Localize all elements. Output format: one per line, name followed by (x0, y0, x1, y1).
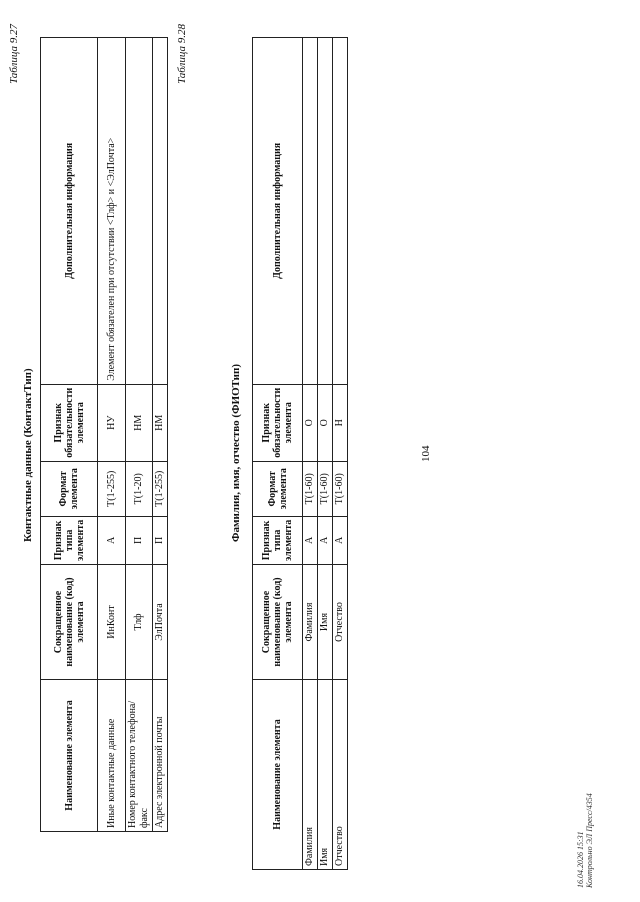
cell-info (153, 38, 168, 385)
table-row (303, 38, 318, 870)
table-928-label: Таблица 9.28 (176, 24, 188, 84)
cell-type: А (98, 516, 126, 564)
header-type: Признак типа элемента (41, 516, 98, 564)
cell-info (126, 38, 153, 385)
page-number: 104 (420, 445, 432, 462)
table-row (333, 38, 348, 870)
table-928 (252, 37, 348, 870)
cell-format: T(1-255) (153, 461, 168, 516)
cell-format: T(1-20) (126, 461, 153, 516)
cell-code: ИнКонт (98, 565, 126, 680)
table-927-label: Таблица 9.27 (8, 24, 20, 84)
cell-name: Отчество (333, 680, 348, 870)
cell-info (333, 38, 348, 385)
cell-code: Фамилия (303, 565, 318, 680)
cell-type: П (153, 516, 168, 564)
table-927-header-row (41, 38, 98, 832)
cell-required: О (318, 384, 333, 461)
cell-info (318, 38, 333, 385)
cell-required: Н (333, 384, 348, 461)
cell-type: П (126, 516, 153, 564)
cell-required: О (303, 384, 318, 461)
table-927-title: Контактные данные (КонтактТип) (22, 368, 34, 542)
cell-name: Номер контактного телефона/факс (126, 680, 153, 832)
cell-name: Иные контактные данные (98, 680, 126, 832)
cell-format: T(1-255) (98, 461, 126, 516)
cell-info (303, 38, 318, 385)
cell-type: А (318, 516, 333, 564)
cell-code: Отчество (333, 565, 348, 680)
cell-code: Имя (318, 565, 333, 680)
header-info: Дополнительная информация (41, 38, 98, 385)
table-928-title: Фамилия, имя, отчество (ФИОТип) (230, 363, 242, 542)
header-format: Формат элемента (253, 461, 303, 516)
footer-note (576, 793, 594, 888)
header-name: Наименование элемента (253, 680, 303, 870)
cell-required: НМ (126, 384, 153, 461)
table-row (153, 38, 168, 832)
header-info: Дополнительная информация (253, 38, 303, 385)
cell-name: Адрес электронной почты (153, 680, 168, 832)
cell-format: T(1-60) (303, 461, 318, 516)
cell-code: Тлф (126, 565, 153, 680)
cell-type: А (333, 516, 348, 564)
table-row (318, 38, 333, 870)
footer-note-line-1: 16.04.2026 15:31 (576, 831, 585, 888)
cell-code: ЭлПочта (153, 565, 168, 680)
header-code: Сокращенное наименование (код) элемента (253, 565, 303, 680)
header-required: Признак обязательности элемента (253, 384, 303, 461)
cell-format: T(1-60) (318, 461, 333, 516)
cell-type: А (303, 516, 318, 564)
table-row (126, 38, 153, 832)
cell-format: T(1-60) (333, 461, 348, 516)
header-name: Наименование элемента (41, 680, 98, 832)
footer-note-line-2: Контрольно ЭЛ Пресс/4354 (585, 793, 594, 888)
cell-info: Элемент обязателен при отсутствии <Тлф> и <ЭлПочта> (98, 38, 126, 385)
header-format: Формат элемента (41, 461, 98, 516)
header-required: Признак обязательности элемента (41, 384, 98, 461)
cell-required: НУ (98, 384, 126, 461)
cell-name: Имя (318, 680, 333, 870)
table-928-header-row (253, 38, 303, 870)
header-code: Сокращенное наименование (код) элемента (41, 565, 98, 680)
table-927 (40, 37, 168, 832)
table-row (98, 38, 126, 832)
cell-name: Фамилия (303, 680, 318, 870)
cell-required: НМ (153, 384, 168, 461)
header-type: Признак типа элемента (253, 516, 303, 564)
